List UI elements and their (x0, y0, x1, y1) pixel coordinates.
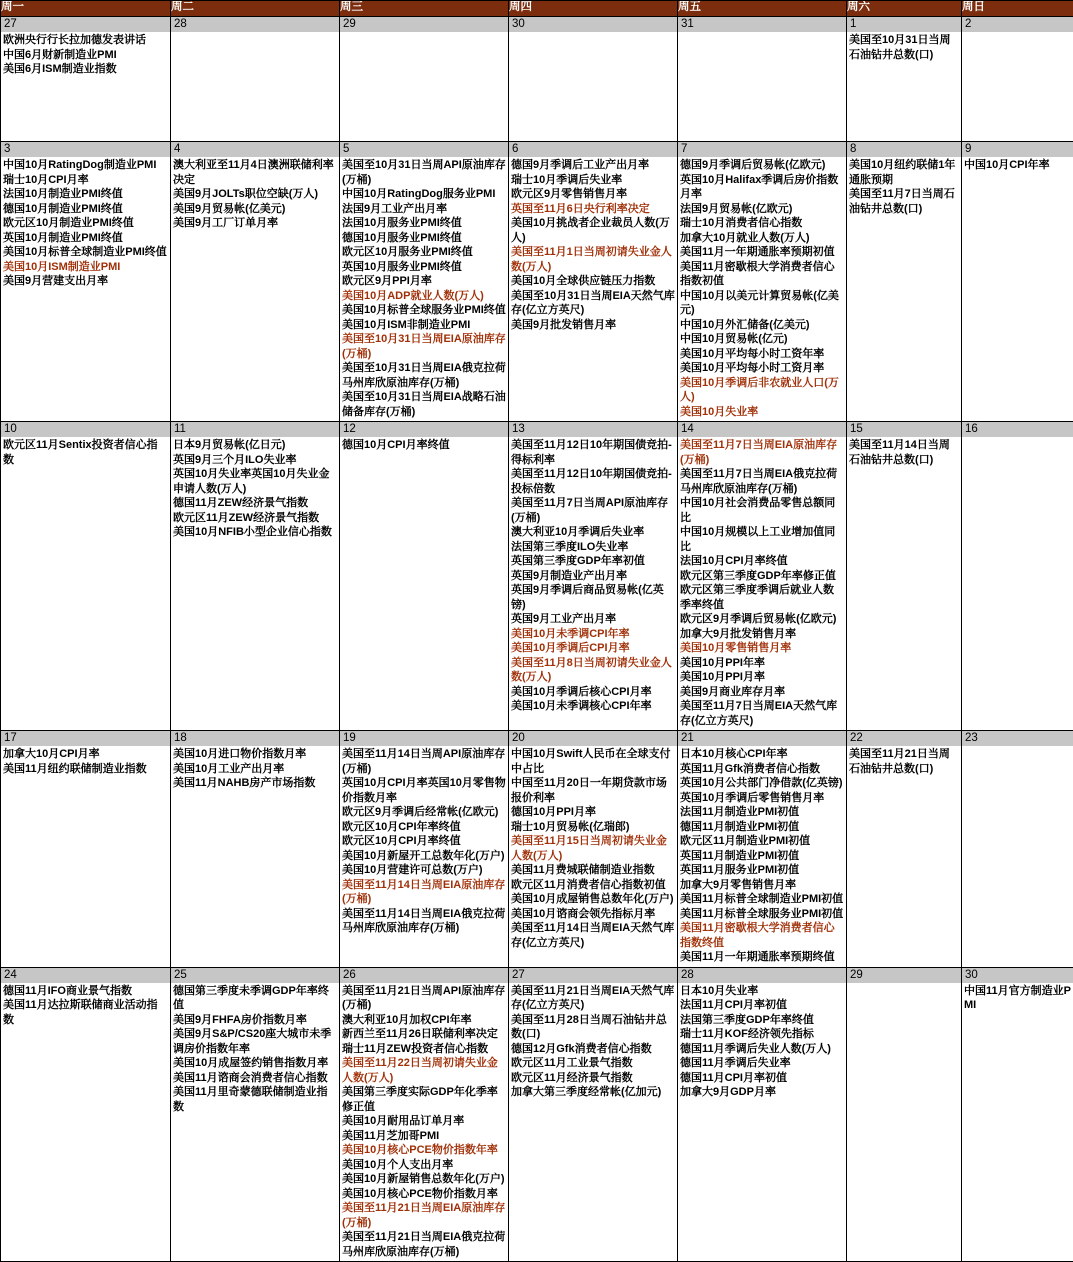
event-item-highlight: 美国10月核心PCE物价指数年率 (342, 1143, 506, 1158)
event-item: 加拿大9月GDP月率 (680, 1085, 844, 1100)
event-item: 法国第三季度GDP年率终值 (680, 1013, 844, 1028)
date-label: 24 (1, 968, 170, 983)
event-list (962, 437, 1073, 440)
event-item: 美国11月达拉斯联储商业活动指数 (3, 998, 168, 1027)
event-item: 美国9月批发销售月率 (511, 318, 675, 333)
date-label: 27 (509, 968, 677, 983)
day-cell (340, 422, 509, 731)
event-item: 美国10月新屋开工总数年化(万户) (342, 849, 506, 864)
event-item: 日本9月贸易帐(亿日元) (173, 438, 337, 453)
event-item: 英国11月Gfk消费者信心指数 (680, 762, 844, 777)
event-item: 德国11月CPI月率初值 (680, 1071, 844, 1086)
week-row (1, 17, 1073, 142)
event-list (1, 157, 170, 291)
weekday-header: 周一 (1, 1, 171, 17)
event-item: 瑞士11月ZEW投资者信心指数 (342, 1042, 506, 1057)
event-item: 英国11月制造业PMI初值 (680, 849, 844, 864)
event-item: 美国10月未季调核心CPI年率 (511, 699, 675, 714)
day-cell (847, 422, 962, 731)
event-list (847, 437, 961, 469)
event-item: 澳大利亚10月季调后失业率 (511, 525, 675, 540)
date-label: 8 (847, 142, 961, 157)
event-item: 英国11月服务业PMI初值 (680, 863, 844, 878)
event-item: 美国10月工业产出月率 (173, 762, 337, 777)
day-cell (678, 142, 847, 422)
event-item: 美国至11月21日当周EIA俄克拉荷马州库欣原油库存(万桶) (342, 1230, 506, 1259)
day-cell (962, 17, 1073, 142)
date-label: 15 (847, 422, 961, 437)
weekday-header-row (1, 1, 1073, 17)
event-item: 法国10月服务业PMI终值 (342, 216, 506, 231)
event-item: 法国10月CPI月率终值 (680, 554, 844, 569)
event-item-highlight: 美国至10月31日当周EIA原油库存(万桶) (342, 332, 506, 361)
event-item: 美国第三季度实际GDP年化季率修正值 (342, 1085, 506, 1114)
date-label: 21 (678, 731, 846, 746)
date-label: 5 (340, 142, 508, 157)
date-label: 19 (340, 731, 508, 746)
event-item: 美国9月贸易帐(亿美元) (173, 202, 337, 217)
event-item: 德国10月制造业PMI终值 (3, 202, 168, 217)
event-item: 加拿大9月批发销售月率 (680, 627, 844, 642)
event-item-highlight: 美国至11月8日当周初请失业金人数(万人) (511, 656, 675, 685)
event-item-highlight: 美国10月ISM制造业PMI (3, 260, 168, 275)
event-item: 新西兰至11月26日联储利率决定 (342, 1027, 506, 1042)
event-item: 美国10月谘商会领先指标月率 (511, 907, 675, 922)
event-item: 英国10月服务业PMI终值 (342, 260, 506, 275)
event-list (340, 157, 508, 421)
day-cell (1, 422, 171, 731)
week-row (1, 731, 1073, 968)
event-item: 德国11月制造业PMI初值 (680, 820, 844, 835)
day-cell (678, 967, 847, 1262)
day-cell (509, 731, 678, 968)
day-cell (678, 731, 847, 968)
event-item: 美国至11月7日当周石油钻井总数(口) (849, 187, 959, 216)
event-item: 美国11月芝加哥PMI (342, 1129, 506, 1144)
event-item: 欧元区10月服务业PMI终值 (342, 245, 506, 260)
event-item: 美国10月进口物价指数月率 (173, 747, 337, 762)
event-item: 美国6月ISM制造业指数 (3, 62, 168, 77)
event-item: 欧洲央行行长拉加德发表讲话 (3, 33, 168, 48)
event-item: 法国11月CPI月率初值 (680, 998, 844, 1013)
event-item: 瑞士11月KOF经济领先指标 (680, 1027, 844, 1042)
event-item-highlight: 美国至11月21日当周EIA原油库存(万桶) (342, 1201, 506, 1230)
event-item: 美国至11月12日10年期国债竞拍-投标倍数 (511, 467, 675, 496)
event-item-highlight: 美国10月未季调CPI年率 (511, 627, 675, 642)
event-item: 欧元区9月PPI月率 (342, 274, 506, 289)
date-label: 27 (1, 17, 170, 32)
event-list (171, 983, 339, 1117)
week-row (1, 967, 1073, 1262)
event-item: 法国第三季度ILO失业率 (511, 540, 675, 555)
event-item: 美国10月纽约联储1年通胀预期 (849, 158, 959, 187)
event-item: 欧元区第三季度GDP年率修正值 (680, 569, 844, 584)
event-item: 美国11月一年期通胀率预期初值 (680, 245, 844, 260)
event-item: 中国10月Swift人民币在全球支付中占比 (511, 747, 675, 776)
day-cell (340, 17, 509, 142)
weekday-header: 周五 (678, 1, 847, 17)
event-list (678, 157, 846, 421)
day-cell (847, 142, 962, 422)
event-list (847, 32, 961, 64)
event-item: 德国11月季调后失业人数(万人) (680, 1042, 844, 1057)
day-cell (340, 142, 509, 422)
event-item: 德国9月季调后贸易帐(亿欧元) (680, 158, 844, 173)
event-item: 美国至11月7日当周EIA天然气库存(亿立方英尺) (680, 699, 844, 728)
event-item: 美国9月营建支出月率 (3, 274, 168, 289)
day-cell (1, 967, 171, 1262)
event-list (678, 437, 846, 730)
date-label: 23 (962, 731, 1073, 746)
event-item-highlight: 英国至11月6日央行利率决定 (511, 202, 675, 217)
date-label: 13 (509, 422, 677, 437)
event-item: 美国9月JOLTs职位空缺(万人) (173, 187, 337, 202)
event-item: 中国10月以美元计算贸易帐(亿美元) (680, 289, 844, 318)
event-list (1, 437, 170, 469)
event-list (171, 32, 339, 35)
event-list (1, 32, 170, 79)
event-item: 美国10月全球供应链压力指数 (511, 274, 675, 289)
event-item: 德国10月服务业PMI终值 (342, 231, 506, 246)
event-item: 日本10月失业率 (680, 984, 844, 999)
event-item: 中国6月财新制造业PMI (3, 48, 168, 63)
event-list (847, 157, 961, 218)
event-item: 美国至11月28日当周石油钻井总数(口) (511, 1013, 675, 1042)
date-label: 26 (340, 968, 508, 983)
day-cell (847, 17, 962, 142)
date-label: 30 (962, 968, 1073, 983)
event-list (509, 157, 677, 334)
event-item: 美国至11月21日当周API原油库存(万桶) (342, 984, 506, 1013)
day-cell (678, 17, 847, 142)
day-cell (962, 731, 1073, 968)
event-item: 瑞士10月贸易帐(亿瑞郎) (511, 820, 675, 835)
event-item: 美国11月一年期通胀率预期终值 (680, 950, 844, 965)
date-label: 29 (340, 17, 508, 32)
event-item: 英国9月制造业产出月率 (511, 569, 675, 584)
event-item: 美国至10月31日当周API原油库存(万桶) (342, 158, 506, 187)
date-label: 7 (678, 142, 846, 157)
event-item: 欧元区10月制造业PMI终值 (3, 216, 168, 231)
event-item: 加拿大10月就业人数(万人) (680, 231, 844, 246)
calendar-body (1, 17, 1073, 1262)
date-label: 1 (847, 17, 961, 32)
event-item: 美国10月成屋销售总数年化(万户) (511, 892, 675, 907)
event-item-highlight: 美国10月季调后CPI月率 (511, 641, 675, 656)
event-item: 欧元区11月制造业PMI初值 (680, 834, 844, 849)
event-item-highlight: 美国10月失业率 (680, 405, 844, 420)
event-list (171, 157, 339, 233)
event-item: 美国10月平均每小时工资年率 (680, 347, 844, 362)
event-item: 英国9月三个月ILO失业率 (173, 453, 337, 468)
event-item: 美国10月PPI月率 (680, 670, 844, 685)
day-cell (171, 731, 340, 968)
day-cell (509, 17, 678, 142)
event-item: 英国10月公共部门净借款(亿英镑) (680, 776, 844, 791)
day-cell (1, 142, 171, 422)
event-list (962, 157, 1073, 175)
event-item: 美国10月个人支出月率 (342, 1158, 506, 1173)
day-cell (171, 967, 340, 1262)
event-list (678, 983, 846, 1102)
event-item: 德国10月PPI月率 (511, 805, 675, 820)
day-cell (1, 17, 171, 142)
event-list (962, 32, 1073, 35)
event-item: 法国9月工业产出月率 (342, 202, 506, 217)
event-item: 美国10月标普全球服务业PMI终值 (342, 303, 506, 318)
event-list (509, 32, 677, 35)
event-item: 加拿大9月零售销售月率 (680, 878, 844, 893)
date-label: 4 (171, 142, 339, 157)
event-item: 欧元区11月消费者信心指数初值 (511, 878, 675, 893)
event-item: 德国11月IFO商业景气指数 (3, 984, 168, 999)
event-item: 美国10月新屋销售总数年化(万户) (342, 1172, 506, 1187)
event-list (962, 983, 1073, 1015)
date-label: 22 (847, 731, 961, 746)
event-item: 美国10月耐用品订单月率 (342, 1114, 506, 1129)
event-item-highlight: 美国11月密歇根大学消费者信心指数终值 (680, 921, 844, 950)
date-label: 12 (340, 422, 508, 437)
day-cell (678, 422, 847, 731)
event-item: 美国至11月21日当周EIA天然气库存(亿立方英尺) (511, 984, 675, 1013)
event-list (509, 983, 677, 1102)
event-item: 美国至11月14日当周EIA天然气库存(亿立方英尺) (511, 921, 675, 950)
event-item: 美国10月挑战者企业裁员人数(万人) (511, 216, 675, 245)
weekday-header: 周三 (340, 1, 509, 17)
event-item: 英国10月Halifax季调后房价指数月率 (680, 173, 844, 202)
event-item: 美国至10月31日当周石油钻井总数(口) (849, 33, 959, 62)
event-item-highlight: 美国至11月22日当周初请失业金人数(万人) (342, 1056, 506, 1085)
event-item: 中国10月RatingDog服务业PMI (342, 187, 506, 202)
event-item: 美国11月标普全球服务业PMI初值 (680, 907, 844, 922)
event-list (962, 746, 1073, 749)
date-label: 14 (678, 422, 846, 437)
event-list (340, 746, 508, 938)
event-item: 美国至10月31日当周EIA天然气库存(亿立方英尺) (511, 289, 675, 318)
event-item: 中国10月社会消费品零售总额同比 (680, 496, 844, 525)
day-cell (171, 142, 340, 422)
event-list (171, 437, 339, 542)
event-list (847, 746, 961, 778)
event-item: 美国9月工厂订单月率 (173, 216, 337, 231)
event-list (509, 746, 677, 952)
event-item: 中国11月官方制造业PMI (964, 984, 1071, 1013)
event-item: 美国10月NFIB小型企业信心指数 (173, 525, 337, 540)
event-item: 欧元区11月Sentix投资者信心指数 (3, 438, 168, 467)
event-item: 美国10月季调后核心CPI月率 (511, 685, 675, 700)
event-item: 美国至11月21日当周石油钻井总数(口) (849, 747, 959, 776)
date-label: 28 (678, 968, 846, 983)
event-item-highlight: 美国至11月14日当周EIA原油库存(万桶) (342, 878, 506, 907)
event-list (509, 437, 677, 716)
event-item: 美国9月FHFA房价指数月率 (173, 1013, 337, 1028)
event-item: 欧元区9月季调后贸易帐(亿欧元) (680, 612, 844, 627)
day-cell (847, 731, 962, 968)
event-item: 加拿大10月CPI月率 (3, 747, 168, 762)
event-item: 美国10月ISM非制造业PMI (342, 318, 506, 333)
event-item: 加拿大第三季度经常帐(亿加元) (511, 1085, 675, 1100)
event-item: 欧元区9月季调后经常帐(亿欧元)欧元区10月CPI年率终值 (342, 805, 506, 834)
date-label: 16 (962, 422, 1073, 437)
date-label: 10 (1, 422, 170, 437)
event-item: 美国至11月14日当周石油钻井总数(口) (849, 438, 959, 467)
event-item: 中国10月贸易帐(亿元) (680, 332, 844, 347)
event-item: 美国10月平均每小时工资月率 (680, 361, 844, 376)
event-item-highlight: 美国10月零售销售月率 (680, 641, 844, 656)
week-row (1, 422, 1073, 731)
event-item: 欧元区11月ZEW经济景气指数 (173, 511, 337, 526)
event-item: 澳大利亚10月加权CPI年率 (342, 1013, 506, 1028)
event-item: 英国10月季调后零售销售月率 (680, 791, 844, 806)
event-item: 法国10月制造业PMI终值 (3, 187, 168, 202)
event-item: 英国第三季度GDP年率初值 (511, 554, 675, 569)
event-item: 美国9月商业库存月率 (680, 685, 844, 700)
event-item: 美国至11月14日当周API原油库存(万桶) (342, 747, 506, 776)
weekday-header: 周日 (962, 1, 1073, 17)
event-item: 美国11月里奇蒙德联储制造业指数 (173, 1085, 337, 1114)
date-label: 31 (678, 17, 846, 32)
day-cell (340, 967, 509, 1262)
event-list (340, 983, 508, 1262)
event-item: 德国第三季度未季调GDP年率终值 (173, 984, 337, 1013)
day-cell (171, 17, 340, 142)
event-item: 美国至10月31日当周EIA战略石油储备库存(万桶) (342, 390, 506, 419)
event-item: 欧元区9月零售销售月率 (511, 187, 675, 202)
date-label: 25 (171, 968, 339, 983)
weekday-header: 周四 (509, 1, 678, 17)
event-item: 美国10月PPI年率 (680, 656, 844, 671)
event-list (678, 32, 846, 35)
event-item: 美国11月纽约联储制造业指数 (3, 762, 168, 777)
event-item: 法国11月制造业PMI初值 (680, 805, 844, 820)
event-item: 德国12月Gfk消费者信心指数 (511, 1042, 675, 1057)
event-list (678, 746, 846, 967)
event-item-highlight: 美国至11月7日当周EIA原油库存(万桶) (680, 438, 844, 467)
event-item-highlight: 美国至11月15日当周初请失业金人数(万人) (511, 834, 675, 863)
event-item: 英国9月季调后商品贸易帐(亿英镑) (511, 583, 675, 612)
event-item: 欧元区11月经济景气指数 (511, 1071, 675, 1086)
event-item: 美国11月密歇根大学消费者信心指数初值 (680, 260, 844, 289)
event-item: 美国至11月12日10年期国债竞拍-得标利率 (511, 438, 675, 467)
event-item-highlight: 美国10月ADP就业人数(万人) (342, 289, 506, 304)
date-label: 20 (509, 731, 677, 746)
event-item: 瑞士10月消费者信心指数 (680, 216, 844, 231)
event-item: 美国10月营建许可总数(万户) (342, 863, 506, 878)
event-item: 中国至11月20日一年期贷款市场报价利率 (511, 776, 675, 805)
event-item: 美国10月标普全球制造业PMI终值 (3, 245, 168, 260)
event-item: 美国至11月14日当周EIA俄克拉荷马州库欣原油库存(万桶) (342, 907, 506, 936)
day-cell (340, 731, 509, 968)
event-item-highlight: 美国至11月1日当周初请失业金人数(万人) (511, 245, 675, 274)
event-item: 英国10月CPI月率英国10月零售物价指数月率 (342, 776, 506, 805)
event-list (1, 983, 170, 1030)
event-item: 中国10月CPI年率 (964, 158, 1071, 173)
event-item: 美国至10月31日当周EIA俄克拉荷马州库欣原油库存(万桶) (342, 361, 506, 390)
event-list (847, 983, 961, 986)
event-item: 德国11月季调后失业率 (680, 1056, 844, 1071)
event-item: 美国至11月7日当周API原油库存(万桶) (511, 496, 675, 525)
date-label: 3 (1, 142, 170, 157)
event-item: 英国10月制造业PMI终值 (3, 231, 168, 246)
event-item: 美国11月标普全球制造业PMI初值 (680, 892, 844, 907)
event-item: 欧元区10月CPI月率终值 (342, 834, 506, 849)
event-item: 美国9月S&P/CS20座大城市未季调房价指数年率 (173, 1027, 337, 1056)
weekday-header: 周六 (847, 1, 962, 17)
date-label: 6 (509, 142, 677, 157)
day-cell (847, 967, 962, 1262)
event-list (340, 32, 508, 35)
event-item: 英国10月失业率英国10月失业金申请人数(万人) (173, 467, 337, 496)
event-item: 德国10月CPI月率终值 (342, 438, 506, 453)
date-label: 18 (171, 731, 339, 746)
weekday-header: 周二 (171, 1, 340, 17)
date-label: 28 (171, 17, 339, 32)
day-cell (509, 142, 678, 422)
event-list (340, 437, 508, 455)
day-cell (962, 422, 1073, 731)
event-item: 德国9月季调后工业产出月率 (511, 158, 675, 173)
event-item: 中国10月外汇储备(亿美元) (680, 318, 844, 333)
date-label: 29 (847, 968, 961, 983)
event-item: 欧元区11月工业景气指数 (511, 1056, 675, 1071)
event-item: 美国11月费城联储制造业指数 (511, 863, 675, 878)
week-row (1, 142, 1073, 422)
event-item: 美国10月核心PCE物价指数月率 (342, 1187, 506, 1202)
event-item: 美国10月成屋签约销售指数月率 (173, 1056, 337, 1071)
event-item: 日本10月核心CPI年率 (680, 747, 844, 762)
day-cell (962, 967, 1073, 1262)
event-item: 中国10月规模以上工业增加值同比 (680, 525, 844, 554)
date-label: 30 (509, 17, 677, 32)
event-item-highlight: 美国10月季调后非农就业人口(万人) (680, 376, 844, 405)
event-item: 瑞士10月季调后失业率 (511, 173, 675, 188)
event-item: 欧元区第三季度季调后就业人数季率终值 (680, 583, 844, 612)
day-cell (171, 422, 340, 731)
date-label: 2 (962, 17, 1073, 32)
event-item: 中国10月RatingDog制造业PMI (3, 158, 168, 173)
day-cell (962, 142, 1073, 422)
event-item: 瑞士10月CPI月率 (3, 173, 168, 188)
date-label: 11 (171, 422, 339, 437)
event-item: 法国9月贸易帐(亿欧元) (680, 202, 844, 217)
event-item: 德国11月ZEW经济景气指数 (173, 496, 337, 511)
date-label: 9 (962, 142, 1073, 157)
day-cell (509, 422, 678, 731)
event-item: 美国11月NAHB房产市场指数 (173, 776, 337, 791)
event-item: 英国9月工业产出月率 (511, 612, 675, 627)
event-item: 澳大利亚至11月4日澳洲联储利率决定 (173, 158, 337, 187)
date-label: 17 (1, 731, 170, 746)
event-item: 美国至11月7日当周EIA俄克拉荷马州库欣原油库存(万桶) (680, 467, 844, 496)
day-cell (509, 967, 678, 1262)
event-list (171, 746, 339, 793)
event-item: 美国11月谘商会消费者信心指数 (173, 1071, 337, 1086)
event-list (1, 746, 170, 778)
day-cell (1, 731, 171, 968)
